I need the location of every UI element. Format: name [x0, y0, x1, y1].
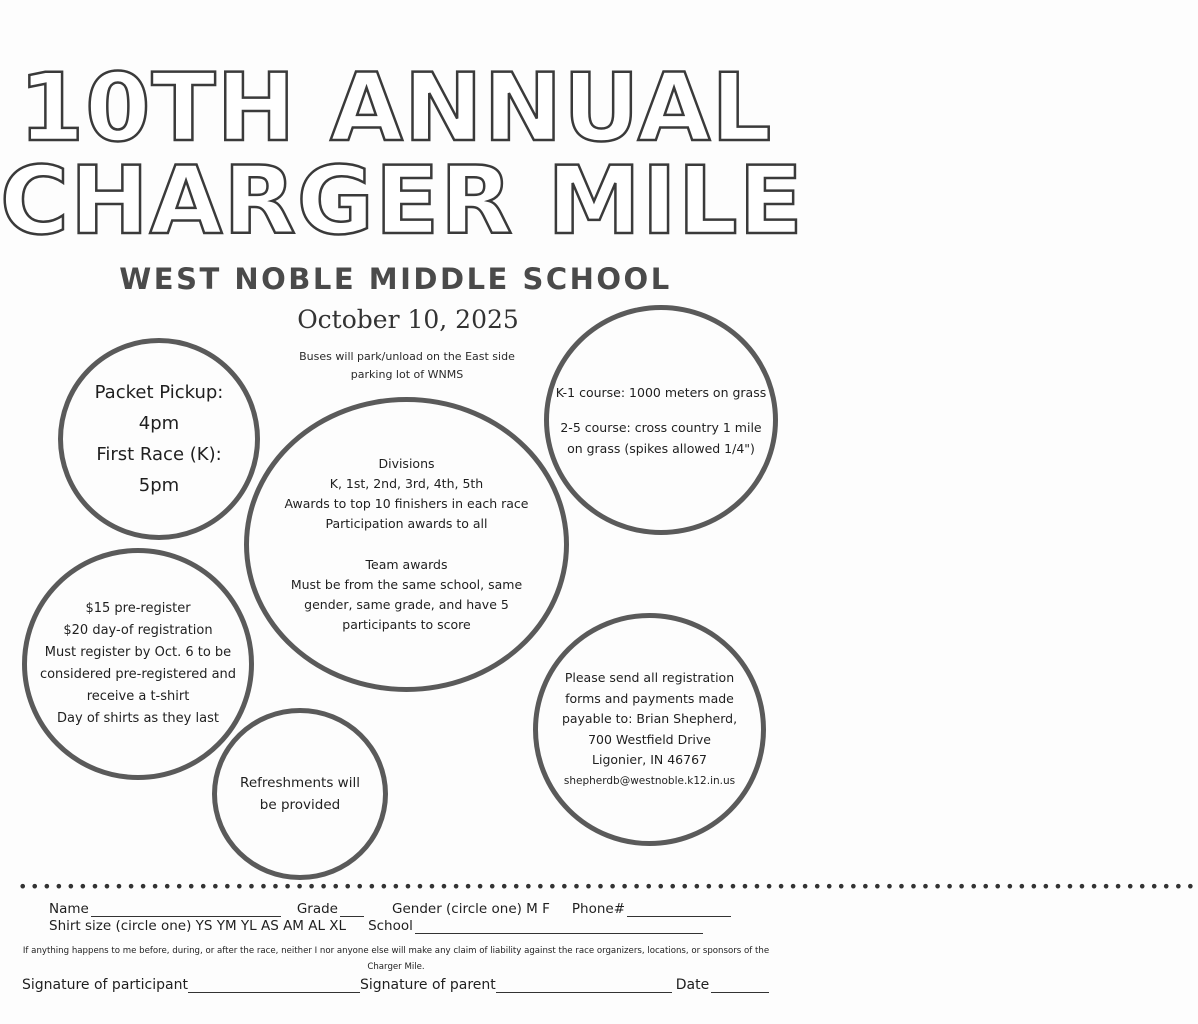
divisions-participation: Participation awards to all [325, 516, 488, 531]
payments-address-1: 700 Westfield Drive [588, 731, 711, 747]
form-row-signatures [22, 977, 771, 993]
pricing-line: $15 pre-register [85, 601, 191, 616]
team-awards-heading: Team awards [365, 557, 448, 572]
refreshments-text: Refreshments will be provided [240, 775, 360, 813]
phone-field[interactable] [627, 902, 731, 917]
team-awards-rule: Must be from the same school, same gender, same grade, and have 5 participants to score [290, 577, 523, 632]
packet-line: 5pm [138, 475, 180, 496]
parent-signature-label: Signature of parent [359, 977, 496, 993]
bus-notice: Buses will park/unload on the East side parking lot of WNMS [299, 350, 515, 381]
school-field[interactable] [415, 919, 703, 934]
divisions-awards: Awards to top 10 finishers in each race [284, 496, 529, 511]
title-line-1: 10TH ANNUAL [18, 54, 773, 163]
title-line-2: CHARGER MILE [0, 147, 804, 256]
name-label: Name [49, 901, 89, 917]
refreshments-circle [212, 708, 388, 880]
liability-waiver: If anything happens to me before, during, or after the race, neither I nor anyone else will make any claim of liability against the race organizers, locations, or sponsors of the Charger Mile. [22, 946, 770, 972]
school-name: WEST NOBLE MIDDLE SCHOOL [119, 262, 672, 296]
divisions-circle [244, 397, 569, 692]
pricing-line: Day of shirts as they last [57, 711, 219, 726]
shirt-size-label: Shirt size (circle one) YS YM YL AS AM AL XL [49, 918, 347, 934]
packet-line: First Race (K): [96, 444, 222, 465]
gender-label: Gender (circle one) M F [392, 901, 550, 917]
phone-label: Phone# [571, 901, 626, 917]
date-label: Date [675, 977, 710, 993]
form-row-name [49, 901, 733, 917]
date-field[interactable] [711, 978, 769, 993]
pricing-line: $20 day-of registration [63, 623, 213, 638]
divisions-grades: K, 1st, 2nd, 3rd, 4th, 5th [329, 476, 484, 491]
event-date: October 10, 2025 [297, 305, 519, 334]
grade-label: Grade [296, 901, 338, 917]
course-k1: K-1 course: 1000 meters on grass [555, 384, 767, 400]
payments-text: Please send all registration forms and payments made payable to: Brian Shepherd, [561, 670, 738, 726]
name-field[interactable] [91, 902, 281, 917]
participant-signature-field[interactable] [188, 978, 360, 993]
packet-line: Packet Pickup: [94, 382, 224, 403]
form-row-shirt [49, 918, 705, 934]
pricing-circle [22, 548, 254, 780]
payments-circle [533, 613, 766, 846]
participant-signature-label: Signature of participant [22, 977, 188, 993]
payments-email: shepherdb@westnoble.k12.in.us [563, 774, 736, 787]
packet-line: 4pm [138, 413, 180, 434]
grade-field[interactable] [340, 902, 364, 917]
pricing-line: Must register by Oct. 6 to be considered pre-registered and receive a t-shirt [39, 645, 237, 704]
divisions-heading: Divisions [378, 456, 435, 471]
payments-address-2: Ligonier, IN 46767 [592, 752, 707, 767]
course-circle [544, 305, 778, 535]
parent-signature-field[interactable] [496, 978, 672, 993]
course-grades-2-5: 2-5 course: cross country 1 mile on grass (spikes allowed 1/4") [560, 419, 762, 456]
dotted-divider: •••••••••••••••••••••••••••••••••••••••••••••••••••••••••••••••••••••••••••••••••••••••••••••••••• [18, 877, 1198, 896]
packet-pickup-circle [58, 338, 260, 540]
school-label: School [368, 918, 413, 934]
